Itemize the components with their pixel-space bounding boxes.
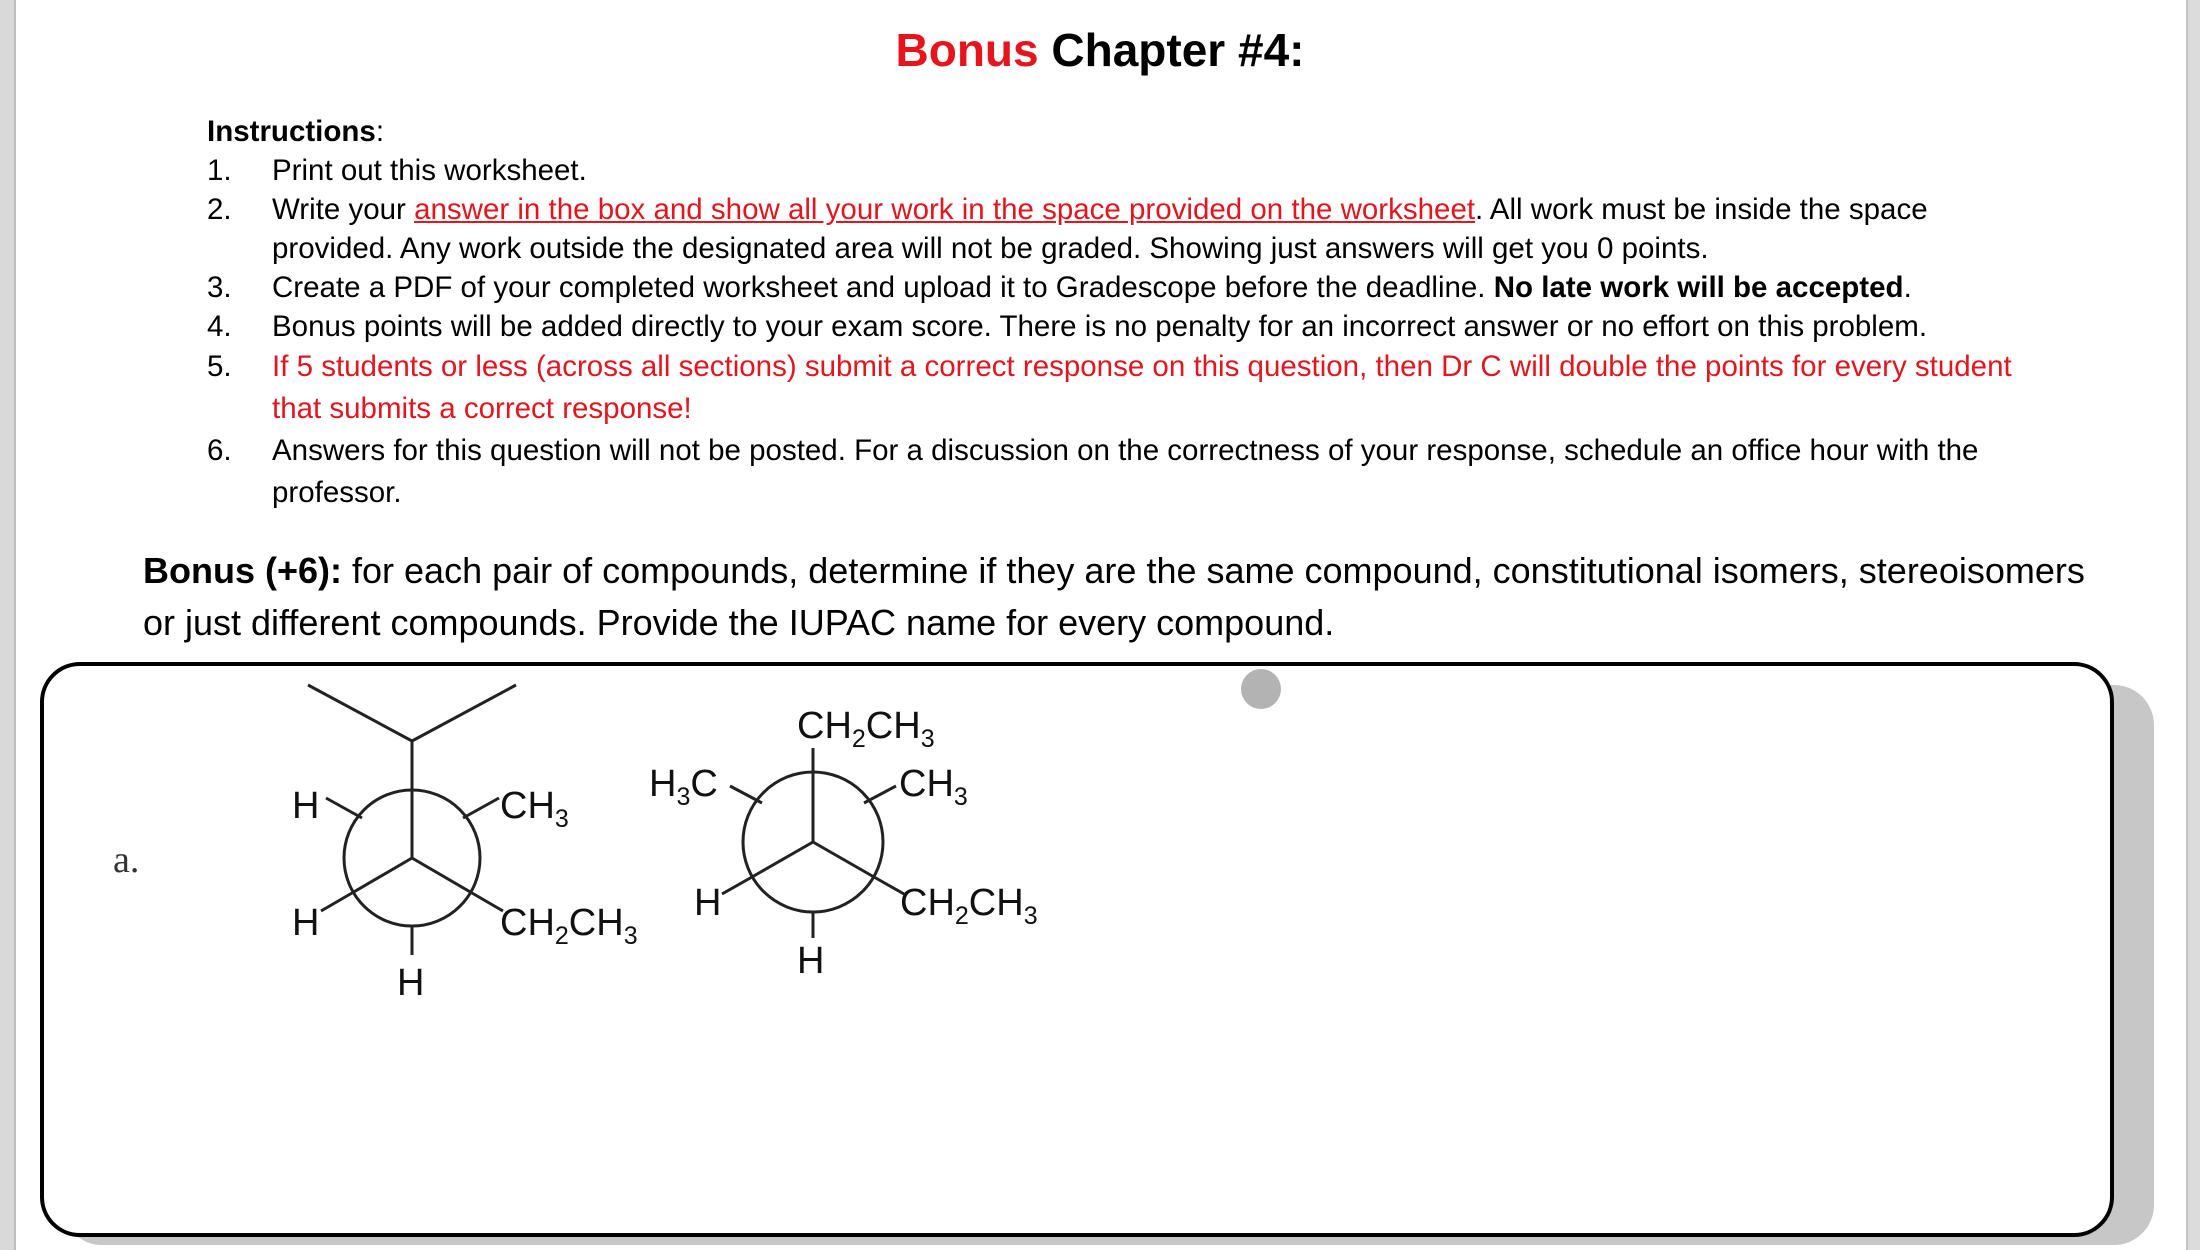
newman-2-labels	[649, 705, 1038, 982]
instruction-item-5: 5. If 5 students or less (across all sections) submit a correct response on this question, then Dr C will double the points for every student that submits a correct response!	[207, 350, 2012, 425]
bond-line	[730, 786, 762, 803]
h-lower-left-label: H	[292, 902, 320, 944]
ch2ch3-label: $CH_2CH_3$	[500, 902, 638, 950]
bond-line	[308, 685, 412, 741]
bond-line	[752, 842, 813, 877]
instruction-item-4: 4. Bonus points will be added directly to your exam score. There is no penalty for an incorrect answer or no effort on this problem.	[207, 310, 1928, 343]
title-bonus-word: Bonus	[895, 24, 1039, 76]
bond-line	[321, 893, 352, 911]
instruction-item-3: 3. Create a PDF of your completed worksheet and upload it to Gradescope before the deadline. No late work will be accepted.	[207, 271, 1912, 304]
h-left-label: H	[694, 882, 722, 924]
ch3-label: $CH_3$	[899, 763, 968, 811]
bond-line	[722, 877, 752, 894]
instruction-item-1: 1. Print out this worksheet.	[207, 154, 587, 187]
bond-line	[472, 893, 503, 911]
bond-line	[864, 786, 896, 803]
bond-line	[352, 858, 412, 893]
instructions-heading: Instructions:	[207, 115, 385, 148]
bond-line	[326, 798, 362, 818]
h-bottom-label: H	[397, 962, 425, 1004]
title-chapter: Chapter #4:	[1038, 24, 1305, 76]
bond-line	[412, 685, 516, 741]
bond-line	[813, 842, 874, 877]
bonus-text: for each pair of compounds, determine if they are the same compound, constitutional isomers, stereoisomers or just different compounds. Provide the IUPAC name for every compound.	[143, 550, 2085, 643]
h-upper-left-label: H	[292, 785, 320, 827]
newman-projection-2	[722, 748, 904, 938]
problem-label-a: a.	[113, 839, 140, 881]
h-bottom-label: H	[797, 940, 825, 982]
ch2ch3-label: $CH_2CH_3$	[900, 882, 1038, 930]
instruction-item-2: 2. Write your answer in the box and show all your work in the space provided on the worksheet. All work must be inside the space provided. Any work outside the designated area will not be graded. Showing just answers will get you 0 points.	[207, 193, 1928, 265]
bonus-label: Bonus (+6):	[143, 550, 343, 591]
instruction-highlight-link: answer in the box and show all your work in the space provided on the worksheet	[414, 193, 1476, 226]
h3c-label: $H_3C$	[649, 763, 718, 811]
ch3-label: $CH_3$	[500, 785, 569, 833]
newman-projection-1	[308, 685, 516, 955]
bond-line	[463, 798, 499, 818]
bond-line	[412, 858, 472, 893]
instruction-item-6: 6. Answers for this question will not be posted. For a discussion on the correctness of your response, schedule an office hour with the professor.	[207, 434, 1979, 509]
ch2ch3-top-label: $CH_2CH_3$	[797, 705, 935, 753]
